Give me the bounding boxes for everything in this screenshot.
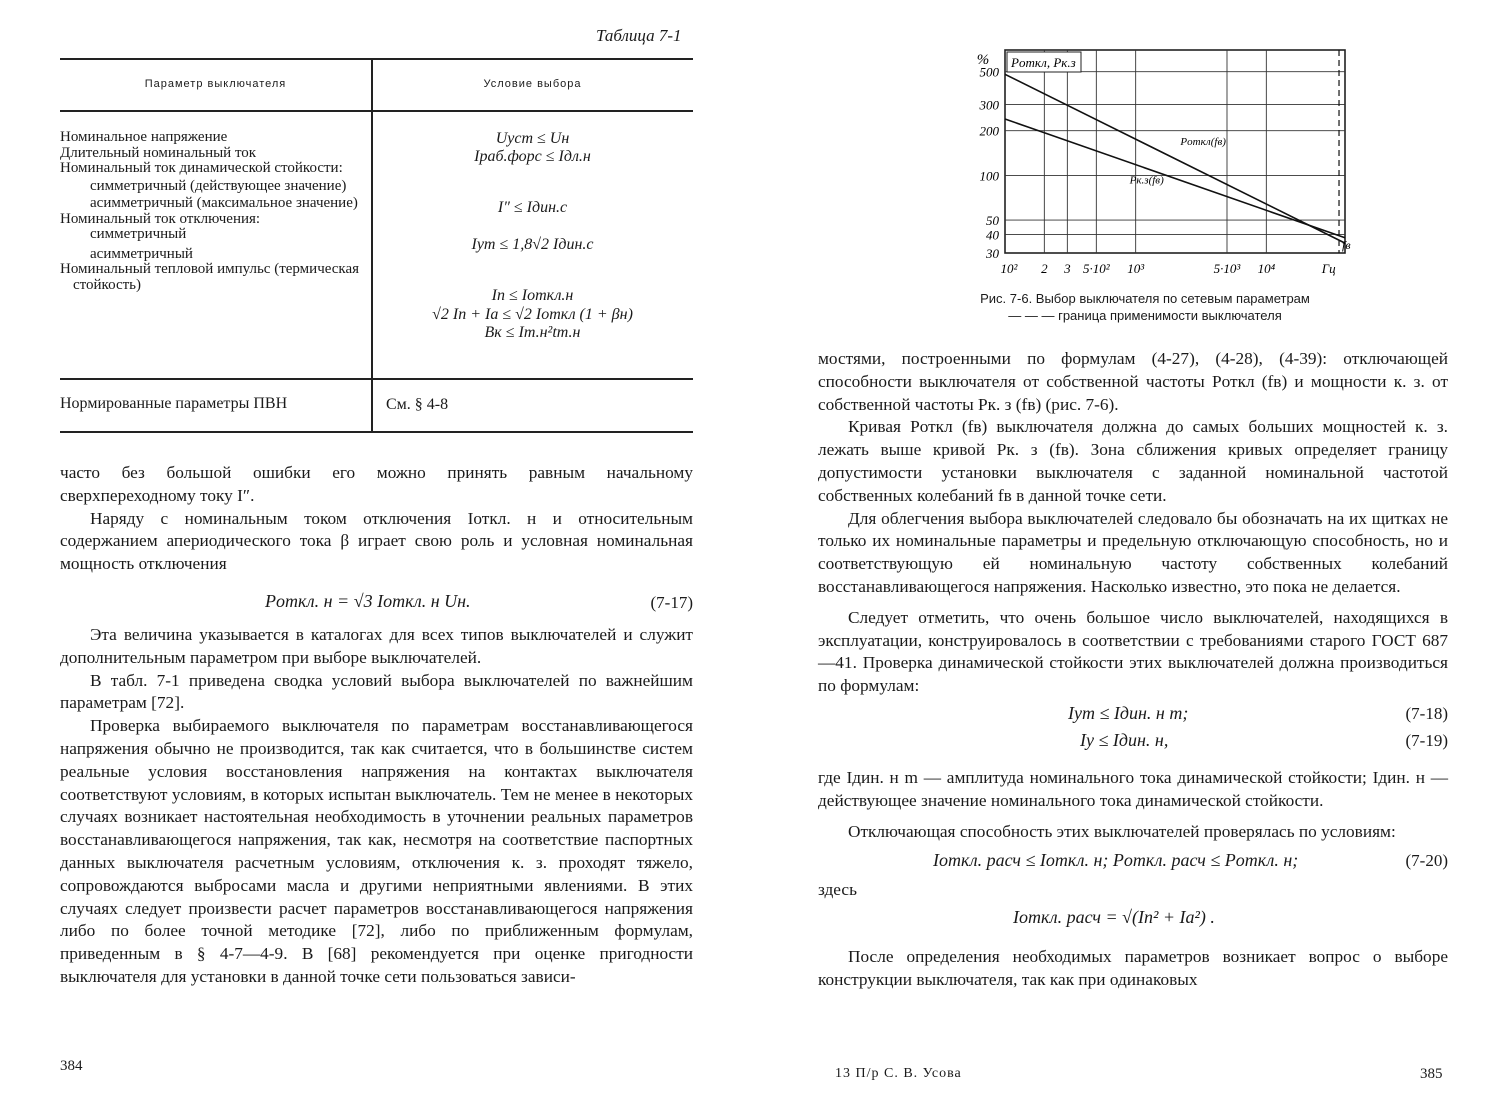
y-tick-label: 40	[986, 227, 999, 243]
equation-number: (7-20)	[1405, 851, 1448, 871]
word-here: здесь	[818, 880, 857, 900]
equation-formula: Iоткл. расч ≤ Iоткл. н; Pоткл. расч ≤ Pоткл. н;	[933, 850, 1299, 871]
axis-label: Pоткл, Pк.з	[1011, 55, 1076, 70]
table-header-cond: Условие выбора	[483, 78, 582, 90]
y-tick-label: 100	[979, 168, 999, 184]
signature: 13 П/р С. В. Усова	[835, 1066, 962, 1081]
x-tick-label: 2	[1041, 261, 1048, 276]
paragraph: Следует отметить, что очень большое число выключателей, находящихся в эксплуатации, конструировалось в соответствии с требованиями старого ГОСТ 687—41. Проверка динамической стойкости этих выключателей должна производиться по формулам:	[818, 607, 1448, 696]
table-param: Номинальный ток отключения:	[60, 210, 261, 227]
table-param: Номинальный тепловой импульс (термическая стойкость)	[60, 261, 360, 293]
figure-caption-line: Рис. 7-6. Выбор выключателя по сетевым параметрам	[980, 291, 1310, 306]
x-tick-label: 10²	[1000, 261, 1018, 276]
table-params	[60, 130, 365, 293]
equation-formula: Pоткл. н = √3 Iоткл. н Uн.	[265, 590, 471, 611]
right-body-text	[818, 348, 1448, 992]
left-body-text	[60, 462, 693, 989]
x-tick-label: 10⁴	[1257, 261, 1276, 276]
y-tick-label: 30	[986, 246, 999, 261]
y-tick-label: 200	[979, 123, 999, 139]
equation-7-17	[60, 586, 693, 620]
paragraph: где Iдин. н m — амплитуда номинального тока динамической стойкости; Iдин. н — действующее значение номинального тока динамической стойкости.	[818, 767, 1448, 810]
paragraph: Проверка выбираемого выключателя по параметрам восстанавливающегося напряжения обычно не производится, так как считается, что в большинстве систем реальные условия восстановления напряжения на контактах выключателя соответствуют условиям, в которых испытан выключатель. Тем не менее в некоторых случаях возникает настоятельная необходимость в уточнении реальных параметров восстанавливающегося напряжения, так как, несмотря на соответствие паспортных данных выключателя расчетным условиям, отключения к. з. проходят тяжело, сопровождаются выбросами масла и другими неприятными явлениями. В этих случаях следует произвести расчет параметров восстанавливающегося напряжения либо по более точной методике [72], либо по приближенным формулам, приведенным в § 4-7—4-9. В [68] рекомендуется при оценке пригодности выключателя для установки в данной точке сети пользоваться зависи-	[60, 716, 693, 986]
x-tick-label: 5·10²	[1083, 261, 1110, 276]
table-param: Номинальный ток динамической стойкости:	[60, 160, 343, 176]
right-page	[745, 0, 1489, 1096]
page-number: 385	[1420, 1066, 1443, 1082]
table-caption: Таблица 7-1	[596, 26, 682, 45]
equation-7-20	[818, 843, 1448, 879]
series-label: Pк.з(fв)	[1129, 174, 1164, 187]
paragraph: Отключающая способность этих выключателей проверялась по условиям:	[848, 821, 1396, 841]
paragraph: Кривая Pоткл (fв) выключателя должна до самых больших мощностей к. з. лежать выше кривой Pк. з (fв). Зона сближения кривых определяет границу допустимости установки выключателя с заданной номинальной частотой собственных колебаний fв в данной точке сети.	[818, 417, 1448, 505]
equation-number: (7-19)	[1405, 730, 1448, 750]
table-param: Длительный номинальный ток	[60, 144, 257, 161]
table-param: Номинальное напряжение	[60, 129, 228, 145]
paragraph: Наряду с номинальным током отключения Iоткл. н и относительным содержанием апериодического тока β играет свою роль и условная номинальная мощность отключения	[60, 508, 693, 574]
table-param: асимметричный (максимальное значение)	[90, 195, 358, 211]
plot-frame	[1005, 50, 1345, 253]
equation-number: (7-18)	[1405, 703, 1448, 723]
table-param: симметричный (действующее значение)	[90, 177, 347, 194]
equation-formula: Iу ≤ Iдин. н,	[1080, 729, 1169, 750]
y-tick-label: 50	[986, 213, 999, 229]
table-cond: √2 Iп + Iа ≤ √2 Iоткл (1 + βн)	[432, 306, 633, 323]
paragraph: После определения необходимых параметров возникает вопрос о выборе конструкции выключателя, так как при одинаковых	[818, 947, 1448, 989]
figure-caption-line: — — — граница применимости выключателя	[1008, 308, 1282, 323]
x-tick-label: 3	[1064, 261, 1071, 276]
selection-table	[60, 58, 693, 433]
paragraph: мостями, построенными по формулам (4-27), (4-28), (4-39): отключающей способности выключателя от собственной частоты Pоткл (fв) и мощности к. з. от собственной частоты Pк. з (fв) (рис. 7-6).	[818, 349, 1448, 414]
table-cond: Uуст ≤ Uн	[495, 130, 570, 147]
equation-formula: Iуm ≤ Iдин. н m;	[1068, 702, 1189, 723]
x-tick-label: 10³	[1127, 261, 1145, 276]
boundary-label: fв	[1342, 238, 1351, 252]
table-param: асимметричный	[90, 245, 193, 262]
table-cond: Iраб.форс ≤ Iдл.н	[474, 148, 591, 165]
series-label: Pоткл(fв)	[1180, 136, 1226, 149]
page-number: 384	[60, 1058, 83, 1074]
paragraph: Для облегчения выбора выключателей следовало бы обозначать на их щитках не только их номинальные параметры и предельную отключающую способность, но и соответствующую ей номинальную частоту собственных колебаний восстанавливающегося напряжения. Насколько известно, это пока не делается.	[818, 508, 1448, 596]
table-cond: I″ ≤ Iдин.с	[497, 199, 568, 216]
chart-svg	[935, 45, 1365, 285]
equation-7-19	[818, 727, 1448, 767]
y-tick-label: 300	[979, 97, 999, 113]
equation-7-18	[818, 698, 1448, 727]
x-tick-label: Гц	[1321, 261, 1336, 276]
figure-caption	[925, 290, 1365, 324]
equation-number: (7-17)	[650, 592, 693, 612]
table-cond: Iп ≤ Iоткл.н	[491, 287, 574, 304]
paragraph: Эта величина указывается в каталогах для всех типов выключателей и служит дополнительным параметром при выборе выключателей.	[60, 624, 693, 667]
paragraph: В табл. 7-1 приведена сводка условий выбора выключателей по важнейшим параметрам [72].	[60, 670, 693, 713]
y-unit-label: %	[976, 52, 990, 68]
table-cond: Bк ≤ Iт.н²tт.н	[484, 324, 581, 341]
table-param: Нормированные параметры ПВН	[60, 395, 288, 412]
table-cond: См. § 4-8	[386, 396, 449, 413]
series-line	[1005, 74, 1345, 243]
table-cond: Iуm ≤ 1,8√2 Iдин.с	[471, 236, 594, 253]
table-param: симметричный	[90, 226, 187, 242]
x-tick-label: 5·10³	[1213, 261, 1241, 276]
table-header-param: Параметр выключателя	[144, 78, 287, 90]
equation-formula: Iоткл. расч = √(Iп² + Iа²) .	[1013, 907, 1215, 928]
paragraph: часто без большой ошибки его можно принять равным начальному сверхпереходному току I″.	[60, 463, 693, 505]
equation-current	[818, 902, 1448, 940]
y-tick-label: 500	[979, 64, 999, 80]
figure-7-6	[935, 45, 1365, 285]
